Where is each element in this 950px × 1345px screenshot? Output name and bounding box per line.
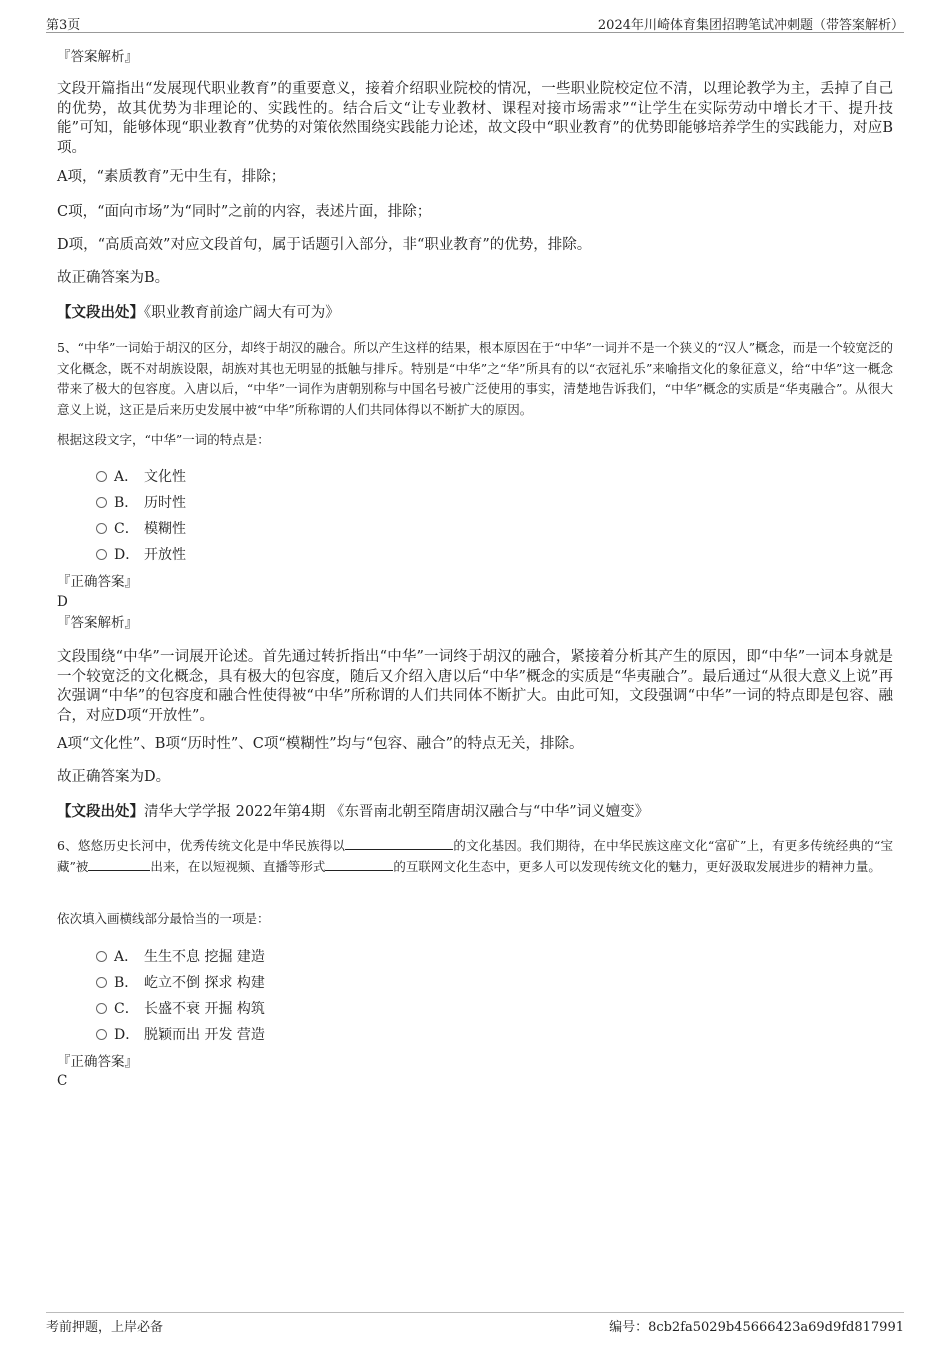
- q6-answer-heading: 『正确答案』: [57, 1054, 138, 1070]
- q4-source: [57, 303, 893, 324]
- q6-question: 依次填入画横线部分最恰当的一项是：: [57, 911, 270, 926]
- q4-note-c: C项，“面向市场”为“同时”之前的内容，表述片面，排除；: [57, 204, 432, 220]
- option-text: 历时性: [144, 495, 186, 511]
- q4-analysis: 文段开篇指出“发展现代职业教育”的重要意义，接着介绍职业院校的情况，一些职业院校定位不清，以理论教学为主，丢掉了自己的优势，故其优势为非理论的、实践性的。结合后文“让专业教材、课程对接市场需求”“让学生在实际劳动中增长才干、提升技能”可知，能够体现“职业教育”优势的对策依然围绕实践能力论述，故文段中“职业教育”的优势即能够培养学生的实践能力，对应B项。: [57, 81, 893, 156]
- q5-analysis: 文段围绕“中华”一词展开论述。首先通过转折指出“中华”一词终于胡汉的融合，紧接着分析其产生的原因，即“中华”一词本身就是一个较宽泛的文化概念，具有极大的包容度，随后又介绍入唐以后“中华”概念的实质是“华夷融合”。最后通过“从很大意义上说”再次强调“中华”的包容度和融合性使得被“中华”所称谓的人们共同体不断扩大。由此可知，文段强调“中华”一词的特点即是包容、融合，对应D项“开放性”。: [57, 649, 893, 724]
- option-label: B．: [114, 975, 139, 991]
- q6-blank-2: [88, 858, 150, 871]
- radio-icon[interactable]: [96, 549, 107, 560]
- option-text: 脱颖而出 开发 营造: [144, 1027, 265, 1043]
- option-text: 屹立不倒 探求 构建: [144, 975, 265, 991]
- page-header: [46, 14, 904, 33]
- q5-stem: 5、“中华”一词始于胡汉的区分，却终于胡汉的融合。所以产生这样的结果，根本原因在于“中华”一词并不是一个狭义的“汉人”概念，而是一个较宽泛的文化概念，既不对胡族设限，胡族对其也无明显的抵触与排斥。特别是“中华”之“华”所具有的以“衣冠礼乐”来喻指文化的象征意义，给“中华”这一概念带来了极大的包容度。入唐以后，“中华”一词作为唐朝别称与中国名号被广泛使用的事实，清楚地告诉我们，“中华”概念的实质是“华夷融合”。从很大意义上说，这正是后来历史发展中被“中华”所称谓的人们共同体得以不断扩大的原因。: [57, 340, 893, 417]
- q6-option-c[interactable]: [96, 999, 265, 1019]
- document-title: 2024年川崎体育集团招聘笔试冲刺题（带答案解析）: [597, 18, 904, 33]
- q5-analysis-heading: 『答案解析』: [57, 615, 138, 631]
- radio-icon[interactable]: [96, 471, 107, 482]
- option-label: A．: [114, 949, 139, 965]
- option-label: B．: [114, 495, 139, 511]
- q6-stem-part-3: 出来，在以短视频、直播等形式: [150, 858, 326, 874]
- q5-source: [57, 802, 893, 823]
- q6-stem-part-1: 6、悠悠历史长河中，优秀传统文化是中华民族得以: [57, 838, 346, 853]
- option-label: C．: [114, 1001, 139, 1017]
- option-label: C．: [114, 521, 139, 537]
- q4-conclusion: 故正确答案为B。: [57, 270, 170, 286]
- page-number: 第3页: [46, 18, 81, 33]
- q4-analysis-heading: 『答案解析』: [57, 49, 138, 65]
- option-text: 文化性: [144, 469, 186, 485]
- q6-answer: C: [57, 1073, 68, 1089]
- q6-option-b[interactable]: [96, 973, 265, 993]
- document-id: 编号：8cb2fa5029b45666423a69d9fd817991: [609, 1320, 904, 1335]
- q6-option-a[interactable]: [96, 947, 265, 967]
- footer-slogan: 考前押题，上岸必备: [46, 1320, 164, 1335]
- q5-option-a[interactable]: [96, 467, 186, 487]
- q5-option-b[interactable]: [96, 493, 186, 513]
- option-label: A．: [114, 469, 139, 485]
- option-label: D．: [114, 547, 140, 563]
- option-text: 模糊性: [144, 521, 186, 537]
- page-footer: [46, 1312, 904, 1335]
- option-text: 长盛不衰 开掘 构筑: [144, 1001, 265, 1017]
- q5-option-c[interactable]: [96, 519, 186, 539]
- q6-option-d[interactable]: [96, 1025, 265, 1045]
- q5-conclusion: 故正确答案为D。: [57, 769, 171, 785]
- q5-option-d[interactable]: [96, 545, 186, 565]
- option-text: 开放性: [144, 547, 186, 563]
- radio-icon[interactable]: [96, 977, 107, 988]
- q5-source-text: 清华大学学报 2022年第4期 《东晋南北朝至隋唐胡汉融合与“中华”词义嬗变》: [144, 804, 650, 820]
- q5-answer-heading: 『正确答案』: [57, 574, 138, 590]
- q4-note-a: A项，“素质教育”无中生有，排除；: [57, 169, 286, 185]
- q5-question: 根据这段文字，“中华”一词的特点是：: [57, 432, 270, 447]
- radio-icon[interactable]: [96, 497, 107, 508]
- q4-note-d: D项，“高质高效”对应文段首句，属于话题引入部分，非“职业教育”的优势，排除。: [57, 237, 592, 253]
- q6-blank-3: [325, 858, 393, 871]
- radio-icon[interactable]: [96, 951, 107, 962]
- radio-icon[interactable]: [96, 1029, 107, 1040]
- q5-note: A项“文化性”、B项“历时性”、C项“模糊性”均与“包容、融合”的特点无关，排除。: [57, 736, 584, 752]
- q6-stem-part-4: 的互联网文化生态中，更多人可以发现传统文化的魅力，更好汲取发展进步的精神力量。: [393, 858, 881, 874]
- option-text: 生生不息 挖掘 建造: [144, 949, 265, 965]
- radio-icon[interactable]: [96, 1003, 107, 1014]
- q6-stem-part-2: 的文化基因。我们期待，在中华民族这座文化“富矿”上，有更多传统经典的“宝藏”被: [57, 838, 893, 874]
- q4-source-text: 《职业教育前途广阔大有可为》: [144, 305, 340, 321]
- q5-source-label: 【文段出处】: [57, 803, 144, 820]
- option-label: D．: [114, 1027, 140, 1043]
- radio-icon[interactable]: [96, 523, 107, 534]
- q6-stem: [57, 836, 893, 877]
- q5-answer: D: [57, 594, 68, 610]
- q6-blank-1: [345, 837, 453, 850]
- q4-source-label: 【文段出处】: [57, 304, 144, 321]
